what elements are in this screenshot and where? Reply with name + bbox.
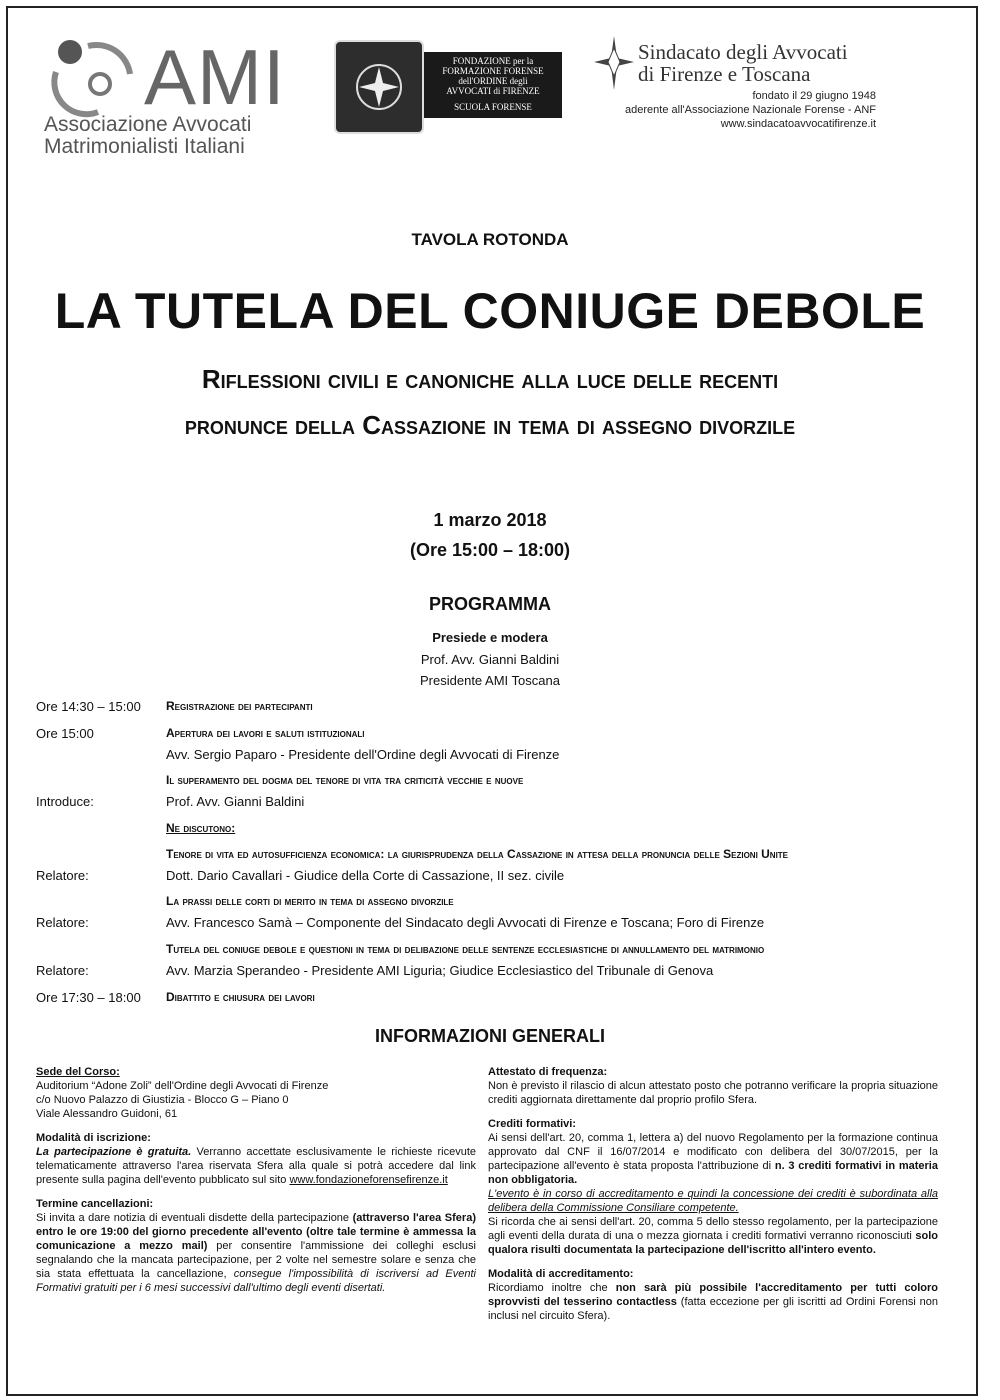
presidente-role: Presidente AMI Toscana [420,673,560,688]
program-item: Apertura dei lavori e saluti istituzionali [166,726,365,740]
fond-line-5: SCUOLA FORENSE [454,102,532,112]
cancellazioni-text-2: per consentire l'ammissione dei colleghi esclusi segnalando che la mancata partecipazione, per 2 volte nel semestre solare e senza che sia stata effettuata la cancellazione, [36,1240,476,1280]
cancellazioni-section [36,1197,476,1295]
sindacato-website: www.sindacatoavvocatifirenze.it [720,118,876,130]
program-role: Relatore: [36,915,89,930]
crediti-heading: Crediti formativi: [488,1118,577,1130]
event-time: (Ore 15:00 – 18:00) [409,540,571,560]
fond-line-4: AVVOCATI di FIRENZE [446,86,540,96]
cancellazioni-italic: consegue l'impossibilità di iscriversi ad Eventi Formativi gratuiti per i 6 mesi successivi dall'ultimo degli eventi disertati. [36,1268,476,1294]
ami-wordmark: AMI [144,33,286,121]
iscrizione-bold: La partecipazione è gratuita. [36,1146,192,1158]
fond-line-1: FONDAZIONE per la [452,56,534,66]
program-item: Tutela del coniuge debole e questioni in tema di delibazione delle sentenze ecclesiastiche di annullamento del matrimonio [166,942,765,956]
crediti-section [488,1117,938,1257]
program-speaker: Avv. Sergio Paparo - Presidente dell'Ordine degli Avvocati di Firenze [166,747,560,762]
crediti-text-2: Si ricorda che ai sensi dell'art. 20, comma 5 dello stesso regolamento, per la partecipazione agli eventi della durata di una o mezza giornata i crediti formativi verranno riconosciuti [488,1216,938,1242]
program-time: Ore 17:30 – 18:00 [36,990,141,1005]
presidente-name: Prof. Avv. Gianni Baldini [420,652,560,667]
event-date: 1 marzo 2018 [433,510,547,530]
program-role: Introduce: [36,794,94,809]
program-time: Ore 14:30 – 15:00 [36,699,141,714]
iscrizione-text: Verranno accettate esclusivamente le richieste ricevute telematicamente attraverso l'area riservata Sfera alla quale si potrà accedere dal link presente sulla pagina dell'evento pubblicato sul sito [36,1146,476,1186]
sindacato-name-1: Sindacato degli Avvocati [638,40,848,64]
program-role: Relatore: [36,963,89,978]
program-item: Il superamento del dogma del tenore di vita tra criticità vecchie e nuove [166,773,524,787]
crediti-italic: L'evento è in corso di accreditamento e quindi la concessione dei crediti è subordinata alla delibera della Commissione Consiliare competente. [488,1188,938,1214]
event-subtitle-2: pronunce della Cassazione in tema di assegno divorzile [184,410,796,440]
iscrizione-heading: Modalità di iscrizione: [36,1132,151,1144]
presiede-label: Presiede e modera [432,630,548,645]
info-right-column [488,1065,938,1333]
accreditamento-text-2: (fatta eccezione per gli iscritti ad Ordini Forensi non inclusi nel circuito Sfera). [488,1296,938,1322]
program-speaker: Avv. Marzia Sperandeo - Presidente AMI Liguria; Giudice Ecclesiastico del Tribunale di Genova [166,963,714,978]
sindacato-details [556,89,876,131]
crediti-text-1: Ai sensi dell'art. 20, comma 1, lettera a) del nuovo Regolamento per la formazione continua approvato dal CNF il 16/07/2014 e modificato con delibera del 30/07/2015, per la partecipazione all'evento è stata proposta l'attribuzione di [488,1132,938,1172]
attestato-heading: Attestato di frequenza: [488,1066,608,1078]
accreditamento-text-1: Ricordiamo inoltre che [488,1282,616,1294]
program-item: Registrazione dei partecipanti [166,699,313,713]
program-time: Ore 15:00 [36,726,94,741]
compass-star-icon [336,42,422,132]
attestato-section [488,1065,938,1107]
fond-line-2: FORMAZIONE FORENSE [442,66,544,76]
accreditamento-heading: Modalità di accreditamento: [488,1268,634,1280]
cancellazioni-text-1: Si invita a dare notizia di eventuali disdette della partecipazione [36,1212,353,1224]
programma-heading: PROGRAMMA [429,594,551,614]
sede-line-3: Viale Alessandro Guidoni, 61 [36,1108,178,1120]
program-speaker: Avv. Francesco Samà – Componente del Sindacato degli Avvocati di Firenze e Toscana; Foro di Firenze [166,915,765,930]
cancellazioni-bold: (attraverso l'area Sfera) entro le ore 19:00 del giorno precedente all'evento (oltre tale termine è ammessa la comunicazione a mezzo mail) [36,1212,476,1252]
ami-logo [44,30,294,160]
program-item: Ne discutono: [166,821,236,835]
accreditamento-bold: non sarà più possibile l'accreditamento per tutti coloro sprovvisti del tesserino contactless [488,1282,938,1308]
crediti-bold: n. 3 crediti formativi in materia non obbligatoria. [488,1160,938,1186]
ami-fullname [44,114,251,158]
info-heading: INFORMAZIONI GENERALI [375,1026,605,1046]
sede-section [36,1065,476,1121]
sede-line-2: c/o Nuovo Palazzo di Giustizia - Blocco G – Piano 0 [36,1094,289,1106]
fond-line-3: dell'ORDINE degli [458,76,528,86]
crediti-bold-2: solo qualora risulti documentata la partecipazione dell'iscritto all'intero evento. [488,1230,938,1256]
sindacato-logo [592,34,942,134]
program-item: Tenore di vita ed autosufficienza economica: la giurisprudenza della Cassazione in attesa della pronuncia delle Sezioni Unite [166,847,789,861]
event-title: LA TUTELA DEL CONIUGE DEBOLE [54,283,926,339]
iscrizione-section [36,1131,476,1187]
program-item: Dibattito e chiusura dei lavori [166,990,315,1004]
program-role: Relatore: [36,868,89,883]
event-kicker: TAVOLA ROTONDA [411,230,569,249]
program-item: La prassi delle corti di merito in tema di assegno divorzile [166,894,454,908]
sede-line-1: Auditorium “Adone Zoli” dell'Ordine degli Avvocati di Firenze [36,1080,329,1092]
accreditamento-section [488,1267,938,1323]
star-icon [592,34,636,94]
attestato-text: Non è previsto il rilascio di alcun attestato posto che potranno verificare la propria situazione crediti aggiornata direttamente dal proprio profilo Sfera. [488,1080,938,1106]
cancellazioni-heading: Termine cancellazioni: [36,1198,154,1210]
program-speaker: Prof. Avv. Gianni Baldini [166,794,305,809]
sede-heading: Sede del Corso: [36,1066,120,1078]
event-subtitle-1: Riflessioni civili e canoniche alla luce delle recenti [201,364,779,394]
ami-line-2: Matrimonialisti Italiani [44,135,245,158]
sindacato-affiliation: aderente all'Associazione Nazionale Forense - ANF [625,104,876,116]
sindacato-name-2: di Firenze e Toscana [638,62,811,86]
fondazione-logo [334,40,564,130]
program-speaker: Dott. Dario Cavallari - Giudice della Corte di Cassazione, II sez. civile [166,868,565,883]
sindacato-founded: fondato il 29 giugno 1948 [752,90,876,102]
fondazione-text [424,52,562,118]
fondazione-link[interactable]: www.fondazioneforensefirenze.it [289,1174,448,1186]
ami-line-1: Associazione Avvocati [44,113,252,136]
info-left-column [36,1065,476,1305]
ami-emblem-icon [48,36,148,120]
fondazione-badge [334,40,424,134]
